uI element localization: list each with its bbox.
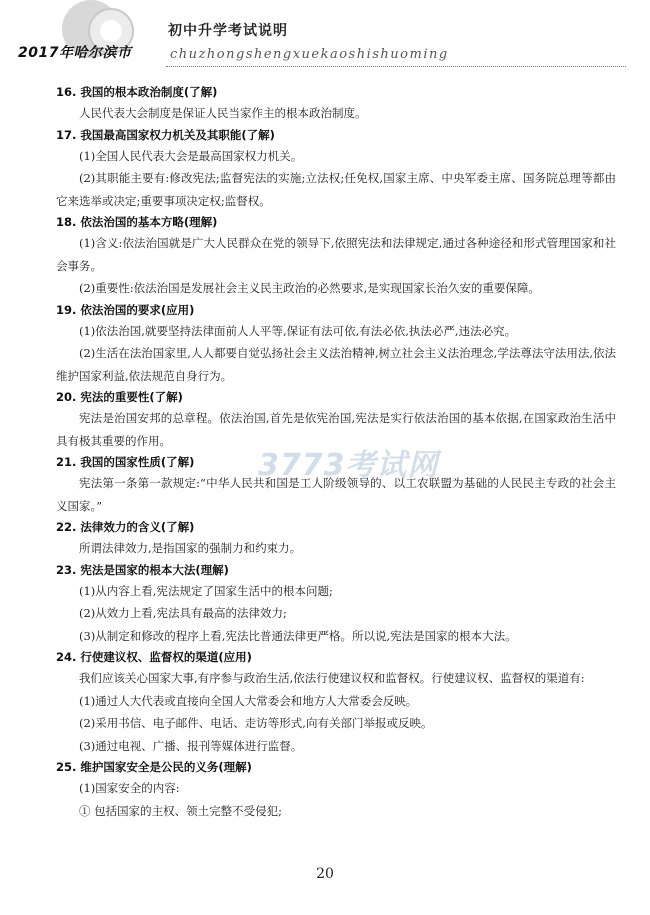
section-paragraph: (1)全国人民代表大会是最高国家权力机关。 (79, 148, 303, 163)
section-paragraph: (1)依法治国,就要坚持法律面前人人平等,保证有法可依,有法必依,执法必严,违法必究。 (79, 323, 517, 338)
section-paragraph: (2)从效力上看,宪法具有最高的法律效力; (79, 606, 287, 620)
section-paragraph: (1)国家安全的内容: (79, 781, 180, 795)
section-paragraph: 我们应该关心国家大事,有序参与政治生活,依法行使建议权和监督权。行使建议权、监督权的渠道有: (79, 671, 585, 685)
section-heading: 16. 我国的根本政治制度(了解) (56, 85, 218, 99)
section-paragraph: (3)从制定和修改的程序上看,宪法比普通法律更严格。所以说,宪法是国家的根本大法。 (79, 628, 517, 643)
section-paragraph: (1)从内容上看,宪法规定了国家生活中的根本问题; (79, 583, 333, 598)
page-header (0, 0, 650, 80)
section-paragraph: (3)通过电视、广播、报刊等媒体进行监督。 (79, 738, 303, 753)
section-paragraph: (1)含义:依法治国就是广大人民群众在党的领导下,依照宪法和法律规定,通过各种途径和形式管理国家和社会事务。 (56, 236, 616, 273)
section-heading: 21. 我国的国家性质(了解) (56, 455, 195, 469)
section-paragraph: (1)通过人大代表或直接向全国人大常委会和地方人大常委会反映。 (79, 693, 418, 708)
section-heading: 17. 我国最高国家权力机关及其职能(了解) (56, 127, 275, 142)
section-heading: 18. 依法治国的基本方略(理解) (56, 215, 218, 229)
section-paragraph: ① 包括国家的主权、领土完整不受侵犯; (79, 803, 283, 818)
header-divider (166, 66, 626, 68)
section-paragraph: (2)其职能主要有:修改宪法;监督宪法的实施;立法权;任免权,国家主席、中央军委主席、国务院总理等都由它来选举或决定;重要事项决定权;监督权。 (56, 171, 616, 208)
header-pinyin: chuzhongshengxuekaoshishuoming (170, 47, 449, 62)
header-title: 初中升学考试说明 (168, 23, 288, 39)
header-ring-hole (100, 20, 122, 42)
section-paragraph: 所谓法律效力,是指国家的强制力和约束力。 (79, 541, 302, 555)
section-paragraph: (2)采用书信、电子邮件、电话、走访等形式,向有关部门举报或反映。 (79, 716, 433, 730)
section-paragraph: 宪法第一条第一款规定:“中华人民共和国是工人阶级领导的、以工农联盟为基础的人民民主专政的社会主义国家。” (56, 476, 616, 513)
section-paragraph: (2)生活在法治国家里,人人都要自觉弘扬社会主义法治精神,树立社会主义法治理念,学法尊法守法用法,依法维护国家利益,依法规范自身行为。 (56, 346, 616, 383)
watermark: 3773考试网 (258, 448, 439, 483)
section-paragraph: 人民代表大会制度是保证人民当家作主的根本政治制度。 (79, 106, 367, 120)
document-body (56, 82, 616, 822)
section-heading: 24. 行使建议权、监督权的渠道(应用) (56, 650, 252, 664)
section-heading: 19. 依法治国的要求(应用) (56, 302, 195, 317)
section-heading: 22. 法律效力的含义(了解) (56, 520, 195, 534)
section-paragraph: 宪法是治国安邦的总章程。依法治国,首先是依宪治国,宪法是实行依法治国的基本依据,在国家政治生活中具有极其重要的作用。 (56, 411, 616, 448)
page-number: 20 (316, 866, 334, 882)
section-heading: 25. 维护国家安全是公民的义务(理解) (56, 760, 252, 774)
section-heading: 20. 宪法的重要性(了解) (56, 390, 183, 404)
header-year-city: 2017年哈尔滨市 (18, 45, 132, 61)
section-paragraph: (2)重要性:依法治国是发展社会主义民主政治的必然要求,是实现国家长治久安的重要保障。 (79, 281, 540, 295)
section-heading: 23. 宪法是国家的根本大法(理解) (56, 562, 229, 577)
